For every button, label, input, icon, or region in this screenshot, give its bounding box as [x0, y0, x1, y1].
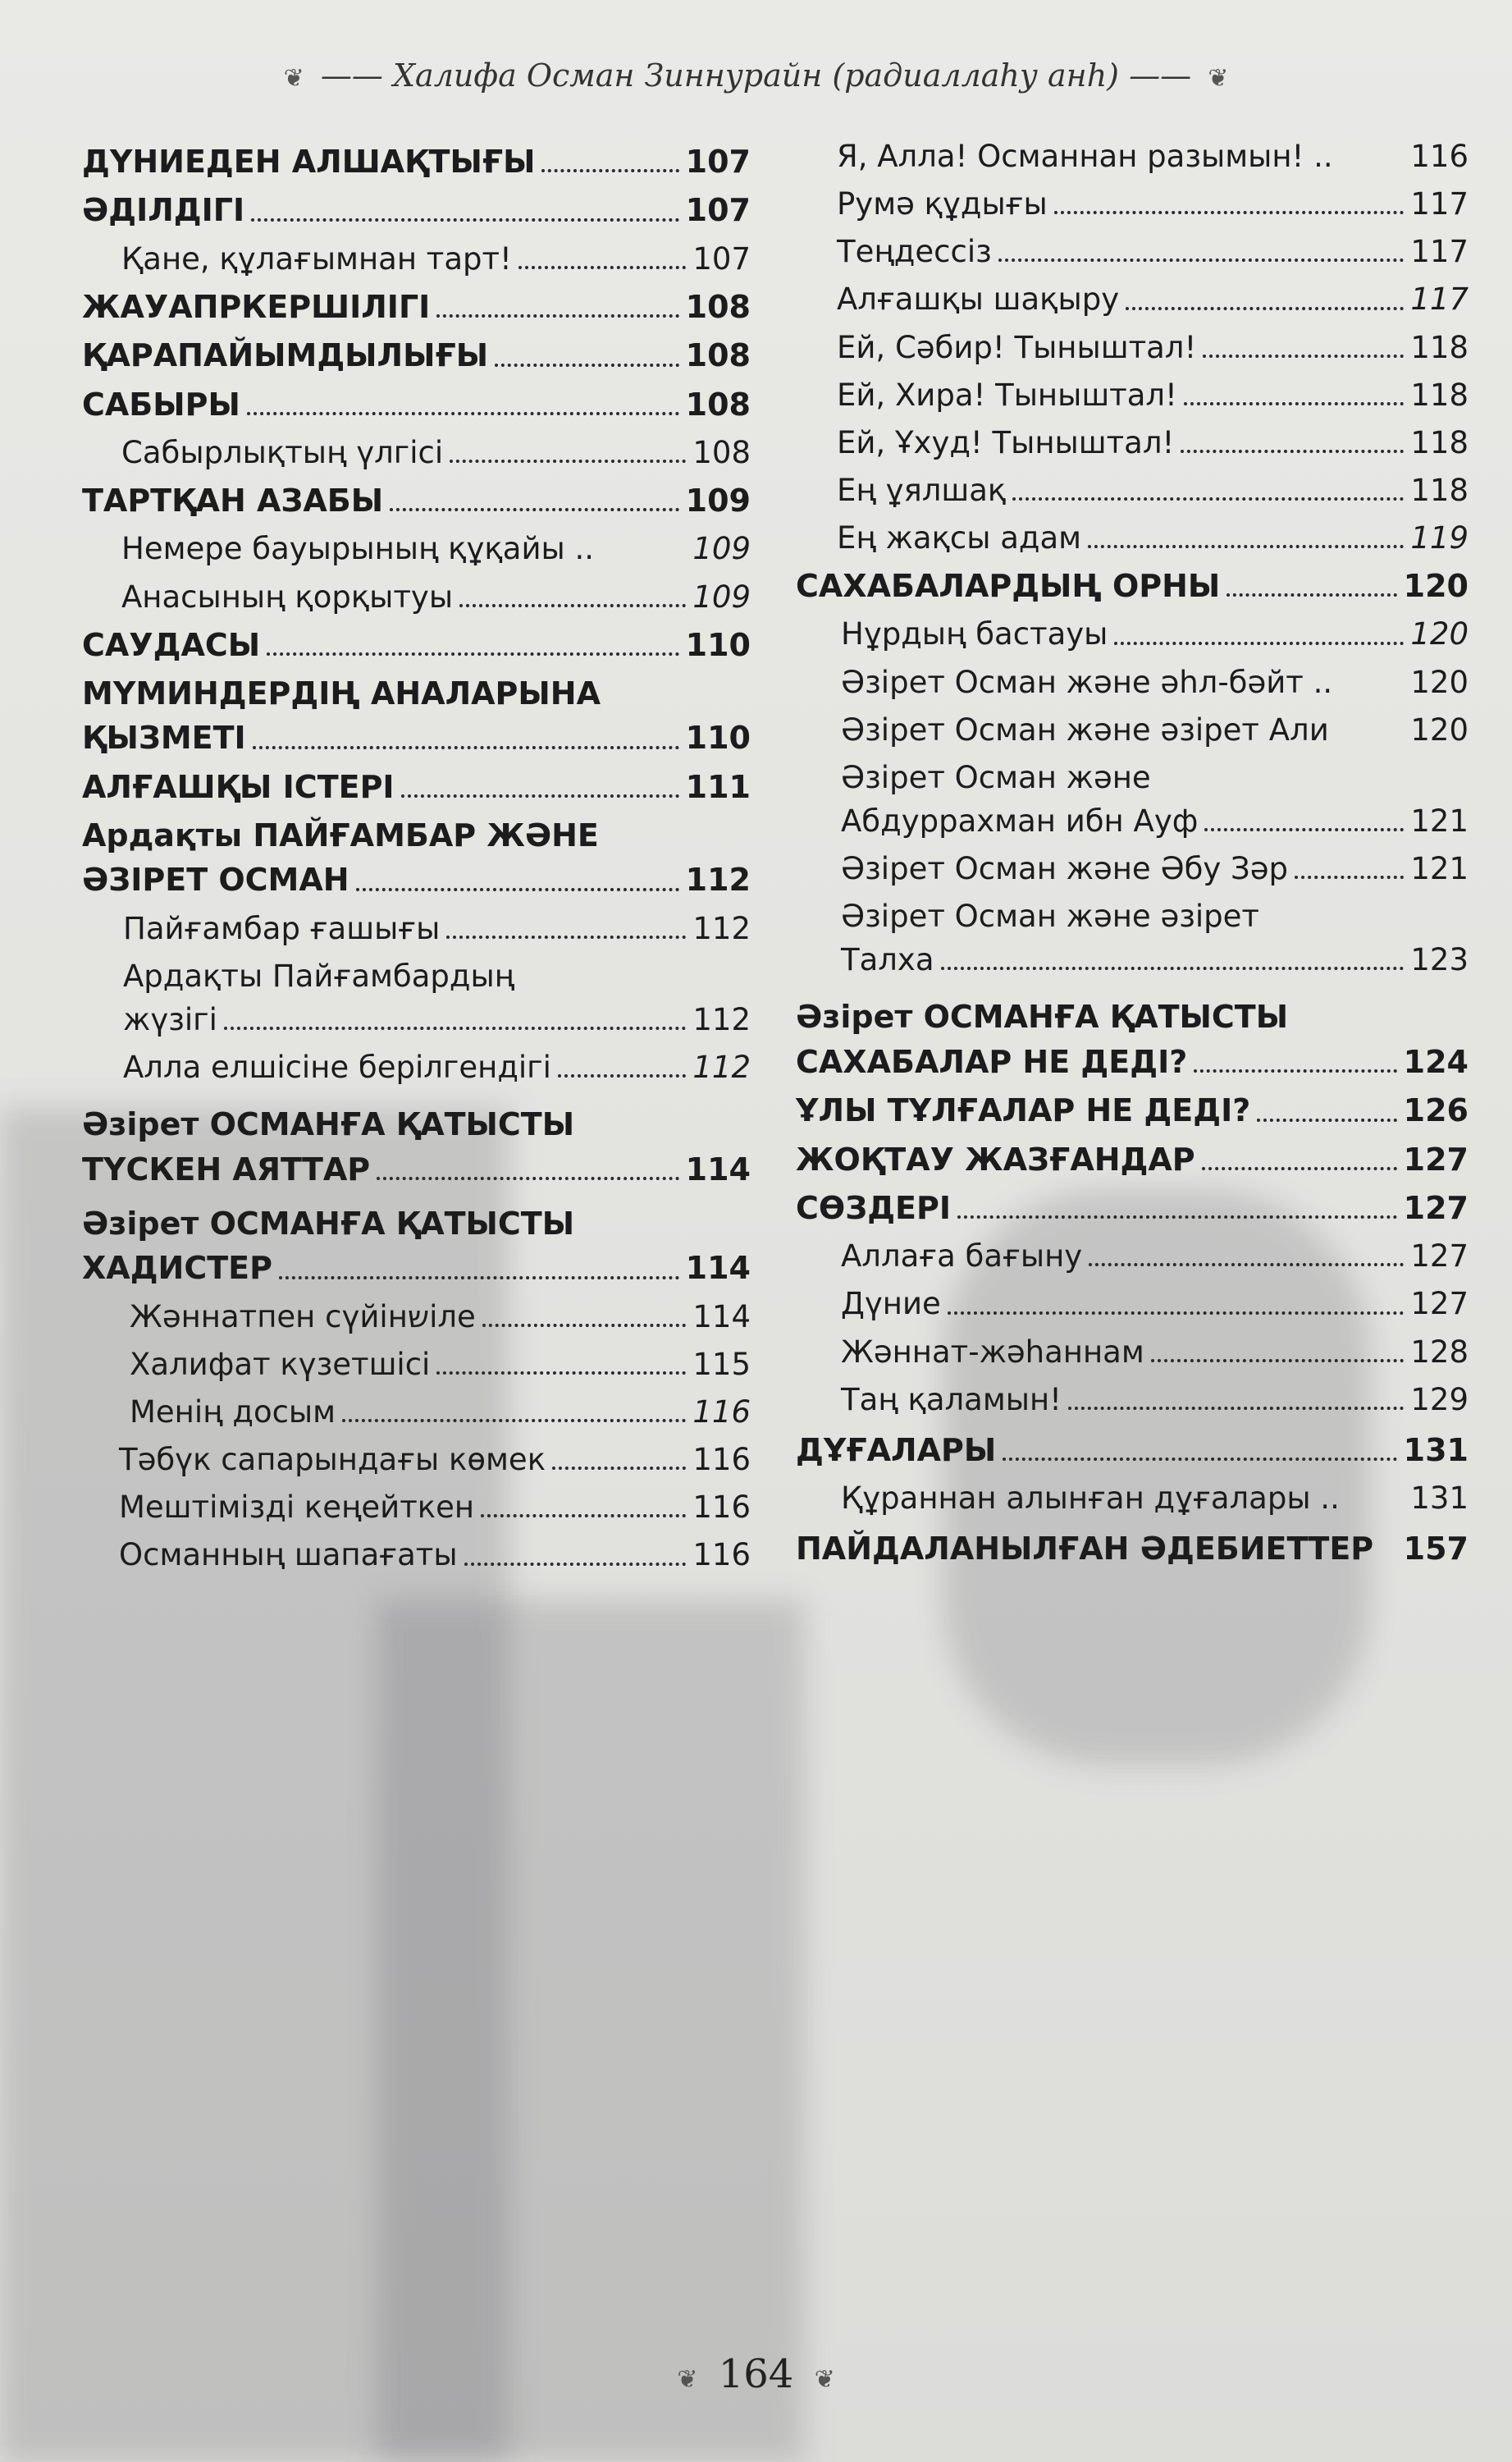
toc-entry-title: Румә құдығы	[837, 186, 1048, 222]
toc-subentry	[82, 1393, 751, 1430]
toc-entry-title: Ей, Сәбир! Тыныштал!	[837, 329, 1197, 365]
toc-entry-page: 115	[692, 1346, 751, 1382]
toc-right-column	[796, 138, 1469, 1579]
toc-entry-lead: МҮМИНДЕРДІҢ АНАЛАРЫНА	[82, 675, 601, 712]
leader-dots	[941, 967, 1405, 970]
toc-entry-title: ДҰҒАЛАРЫ	[796, 1431, 997, 1468]
toc-subentry	[796, 850, 1469, 887]
toc-entry	[796, 567, 1469, 605]
toc-subentry	[796, 712, 1469, 748]
toc-entry-title: САХАБАЛАР НЕ ДЕДІ?	[796, 1043, 1188, 1080]
toc-entry-title: Теңдессіз	[837, 234, 992, 270]
leader-dots	[1151, 1359, 1405, 1362]
leader-dots	[482, 1324, 687, 1327]
toc-entry	[82, 626, 751, 664]
toc-entry-page: 108	[692, 434, 751, 470]
toc-entry-page: 114	[692, 1298, 751, 1334]
toc-entry-page: 120	[1410, 616, 1469, 652]
leader-dots	[948, 1311, 1405, 1315]
toc-entry-page: 121	[1410, 851, 1469, 887]
toc-entry-title: Ең жақсы адам	[837, 520, 1082, 556]
leader-dots	[1202, 1167, 1397, 1170]
toc-entry-page: 120	[1410, 664, 1469, 700]
toc-entry-page: 123	[1410, 942, 1469, 978]
toc-subentry	[82, 530, 751, 567]
toc-subentry	[82, 1536, 751, 1573]
ornament-icon: ❦	[1208, 64, 1229, 93]
toc-entry-title: Дүние	[841, 1286, 941, 1322]
toc-subentry	[796, 185, 1469, 222]
toc-entry-title: ҰЛЫ ТҰЛҒАЛАР НЕ ДЕДІ?	[796, 1092, 1251, 1129]
toc-entry-page: 111	[685, 768, 751, 805]
toc-entry-page: 112	[692, 1002, 751, 1038]
toc-entry-page: 157	[1403, 1531, 1469, 1567]
toc-subentry	[796, 519, 1469, 556]
leader-dots	[518, 266, 687, 269]
leader-dots	[1257, 1119, 1396, 1122]
toc-entry-page: 108	[685, 386, 751, 423]
leader-dots	[552, 1467, 686, 1470]
toc-entry-page: 131	[1403, 1431, 1469, 1468]
leader-dots	[251, 218, 679, 222]
toc-entry-page: 112	[685, 862, 751, 899]
toc-subentry	[796, 377, 1469, 414]
toc-entry-page: 124	[1403, 1043, 1469, 1080]
toc-subentry	[82, 1049, 751, 1086]
toc-entry-title: Анасының қорқытуы	[121, 579, 454, 615]
leader-dots	[436, 1371, 686, 1375]
leader-dots	[1088, 545, 1404, 548]
hand-shadow-2	[377, 1600, 804, 2462]
toc-entry-page: 107	[685, 192, 751, 229]
toc-entry-title: Жәннатпен сүйінשіле	[130, 1298, 476, 1334]
toc-entry-title: Мештімізді кеңейткен	[119, 1490, 475, 1526]
leader-dots	[558, 1074, 686, 1078]
toc-entry-title: Тәбүк сапарындағы көмек	[119, 1442, 546, 1478]
leader-dots	[356, 888, 679, 891]
toc-subentry	[82, 1441, 751, 1478]
toc-entry	[82, 191, 751, 229]
toc-entry-page: 110	[685, 720, 751, 757]
toc-entry-title: ҚАРАПАЙЫМДЫЛЫҒЫ	[82, 337, 489, 374]
leader-dots	[224, 1027, 686, 1030]
toc-entry	[82, 482, 751, 519]
toc-subentry	[796, 664, 1469, 701]
toc-entry-title: Әзірет Осман және әзірет Али	[841, 712, 1329, 748]
toc-entry-page: 119	[1410, 520, 1469, 556]
toc-entry	[796, 1431, 1469, 1469]
leader-dots	[267, 652, 679, 656]
toc-entry	[82, 768, 751, 806]
toc-entry-lead: Әзірет ОСМАНҒА ҚАТЫСТЫ	[82, 1106, 575, 1143]
toc-entry-page: 114	[685, 1250, 751, 1287]
toc-entry-page: 127	[1410, 1286, 1469, 1322]
toc-entry-title: Османның шапағаты	[119, 1537, 458, 1573]
toc-entry	[82, 143, 751, 181]
toc-entry-page: 127	[1410, 1238, 1469, 1274]
toc-subentry	[796, 424, 1469, 461]
ornament-icon: ❦	[677, 2365, 698, 2394]
page-number: 164	[718, 2351, 794, 2397]
running-head	[0, 57, 1512, 94]
leader-dots	[1068, 1407, 1404, 1410]
leader-dots	[481, 1514, 686, 1517]
leader-dots	[247, 412, 679, 415]
toc-entry-title: Халифат күзетшісі	[130, 1346, 431, 1382]
toc-entry-lead: Әзірет Осман және	[841, 759, 1151, 795]
toc-entry-page: 117	[1410, 281, 1469, 318]
toc-subentry	[82, 910, 751, 947]
toc-entry-title: Ей, Хира! Тыныштал!	[837, 377, 1177, 413]
leader-dots	[436, 314, 678, 318]
leader-dots	[495, 364, 679, 367]
toc-entry	[82, 861, 751, 899]
toc-entry-page: 108	[685, 337, 751, 374]
toc-entry-title: Нұрдың бастауы	[841, 616, 1108, 652]
toc-entry-title: АЛҒАШҚЫ ІСТЕРІ	[82, 768, 395, 805]
toc-entry-title: Әзірет Осман және Әбу Зәр	[841, 851, 1289, 887]
toc-entry-title: Әзірет Осман және әһл-бәйт ..	[841, 664, 1333, 700]
toc-entry-page: 116	[692, 1537, 751, 1573]
toc-subentry	[796, 803, 1469, 840]
toc-entry-lead: Әзірет ОСМАНҒА ҚАТЫСТЫ	[796, 999, 1289, 1036]
leader-dots	[459, 604, 686, 607]
toc-entry-page: 118	[1410, 424, 1469, 460]
toc-subentry	[82, 434, 751, 471]
toc-subentry	[82, 1298, 751, 1335]
toc-entry-page: 127	[1403, 1189, 1469, 1226]
toc-entry-title: Алла елшісіне берілгендігі	[123, 1050, 551, 1086]
toc-subentry	[796, 472, 1469, 509]
toc-subentry	[796, 1334, 1469, 1371]
toc-entry-title: ӘЗІРЕТ ОСМАН	[82, 862, 349, 899]
leader-dots	[1295, 876, 1404, 879]
toc-entry-lead: Ардақты ПАЙҒАМБАР ЖӘНЕ	[82, 817, 599, 854]
toc-entry-page: 120	[1403, 568, 1469, 605]
toc-entry-lead: Ардақты Пайғамбардың	[123, 958, 515, 994]
toc-entry-title: Талха	[841, 942, 934, 978]
toc-entry-page: 107	[692, 240, 751, 277]
toc-entry-title: ӘДІЛДІГІ	[82, 192, 245, 229]
leader-dots	[1227, 593, 1396, 597]
toc-entry-page: 117	[1410, 186, 1469, 222]
toc-entry-title: СӨЗДЕРІ	[796, 1189, 951, 1226]
page-footer	[0, 2351, 1512, 2397]
toc-entry-title: Сабырлықтың үлгісі	[121, 434, 444, 470]
leader-dots	[1126, 307, 1404, 310]
leader-dots	[1203, 355, 1404, 358]
toc-entry-title: ХАДИСТЕР	[82, 1250, 272, 1287]
toc-entry-title: Аллаға бағыну	[841, 1238, 1083, 1274]
toc-entry-title: ДҮНИЕДЕН АЛШАҚТЫҒЫ	[82, 144, 536, 180]
toc-entry-page: 116	[692, 1394, 751, 1430]
leader-dots	[1114, 642, 1404, 645]
toc-entry-page: 109	[685, 483, 751, 519]
leader-dots	[957, 1215, 1397, 1219]
toc-entry-title: Ең ұялшақ	[837, 472, 1007, 508]
toc-subentry	[796, 941, 1469, 978]
toc-subentry	[82, 1001, 751, 1038]
toc-entry-title: ҚЫЗМЕТІ	[82, 720, 246, 757]
toc-entry	[82, 1249, 751, 1287]
toc-entry-page: 116	[692, 1490, 751, 1526]
ornament-icon: ❦	[814, 2365, 835, 2394]
toc-entry-page: 131	[1410, 1480, 1469, 1517]
toc-subentry	[796, 1381, 1469, 1418]
toc-entry-title: ПАЙДАЛАНЫЛҒАН ӘДЕБИЕТТЕР	[796, 1531, 1374, 1567]
toc-entry	[796, 1530, 1469, 1567]
toc-entry-page: 109	[692, 579, 751, 615]
toc-subentry	[796, 1285, 1469, 1322]
toc-entry	[82, 1151, 751, 1188]
toc-entry-title: Таң қаламын!	[841, 1381, 1062, 1417]
toc-entry-page: 116	[692, 1442, 751, 1478]
leader-dots	[253, 746, 679, 749]
toc-entry-title: Немере бауырының құқайы ..	[121, 531, 594, 567]
leader-dots	[342, 1419, 686, 1422]
toc-entry-title: Алғашқы шақыру	[837, 281, 1120, 318]
toc-entry-title: ЖОҚТАУ ЖАЗҒАНДАР	[796, 1141, 1195, 1178]
leader-dots	[1089, 1263, 1404, 1266]
toc-subentry	[796, 1238, 1469, 1274]
toc-entry	[82, 719, 751, 757]
toc-entry	[82, 386, 751, 423]
toc-entry-page: 114	[685, 1151, 751, 1188]
leader-dots	[446, 936, 686, 939]
toc-entry-title: ТҮСКЕН АЯТТАР	[82, 1151, 371, 1188]
toc-entry-page: 107	[685, 144, 751, 180]
toc-entry-title: САБЫРЫ	[82, 386, 240, 423]
toc-entry-page: 126	[1403, 1092, 1469, 1129]
running-head-text: —— Халифа Осман Зиннурайн (радиаллаһу анһ) ——	[320, 57, 1192, 94]
toc-entry-page: 110	[685, 626, 751, 663]
toc-entry-lead: Әзірет ОСМАНҒА ҚАТЫСТЫ	[82, 1206, 575, 1242]
toc-entry-page: 127	[1403, 1141, 1469, 1178]
leader-dots	[464, 1563, 687, 1566]
toc-entry-title: САХАБАЛАРДЫҢ ОРНЫ	[796, 568, 1221, 605]
toc-entry-title: Құраннан алынған дұғалары ..	[841, 1480, 1340, 1517]
toc-subentry	[82, 579, 751, 616]
toc-entry-title: Я, Алла! Османнан разымын! ..	[837, 139, 1333, 174]
toc-entry	[796, 1043, 1469, 1081]
toc-entry-page: 121	[1410, 803, 1469, 839]
leader-dots	[1204, 828, 1404, 831]
toc-entry-page: 118	[1410, 329, 1469, 365]
toc-entry-title: САУДАСЫ	[82, 626, 261, 663]
toc-entry-page: 118	[1410, 377, 1469, 413]
toc-entry	[82, 288, 751, 326]
toc-left-column	[82, 138, 751, 1585]
leader-dots	[1184, 402, 1404, 405]
toc-entry-page: 129	[1410, 1381, 1469, 1417]
toc-entry-title: Менің досым	[130, 1394, 336, 1430]
toc-entry-page: 112	[692, 1050, 751, 1086]
toc-entry-lead: Әзірет Осман және әзірет	[841, 899, 1259, 935]
leader-dots	[377, 1177, 679, 1180]
toc-entry-page: 120	[1410, 712, 1469, 748]
toc-entry-title: Абдуррахман ибн Ауф	[841, 803, 1199, 839]
toc-entry-title: ЖАУАПРКЕРШІЛІГІ	[82, 288, 431, 325]
leader-dots	[1054, 211, 1405, 214]
toc-subentry	[796, 1480, 1469, 1517]
toc-entry-title: Қане, құлағымнан тарт!	[121, 240, 512, 277]
leader-dots	[450, 460, 686, 463]
toc-entry-title: Пайғамбар ғашығы	[123, 910, 441, 946]
toc-subentry	[796, 329, 1469, 366]
leader-dots	[279, 1276, 679, 1279]
leader-dots	[1181, 450, 1404, 453]
toc-entry	[796, 1091, 1469, 1129]
leader-dots	[1012, 497, 1404, 501]
toc-subentry	[796, 616, 1469, 652]
toc-entry-title: Жәннат-жәһаннам	[841, 1334, 1144, 1370]
leader-dots	[998, 259, 1405, 262]
toc-entry-page: 108	[685, 288, 751, 325]
toc-subentry	[796, 233, 1469, 270]
leader-dots	[541, 169, 678, 172]
toc-entry-page: 118	[1410, 472, 1469, 508]
toc-entry-page: 117	[1410, 234, 1469, 270]
toc-entry-page: 109	[692, 531, 751, 567]
toc-subentry	[796, 138, 1469, 175]
toc-entry	[82, 336, 751, 374]
toc-entry	[796, 1141, 1469, 1178]
toc-subentry	[796, 281, 1469, 318]
toc-entry-page: 112	[692, 910, 751, 946]
leader-dots	[1003, 1458, 1396, 1461]
toc-subentry	[82, 1489, 751, 1526]
toc-subentry	[82, 240, 751, 277]
ornament-icon: ❦	[283, 64, 304, 93]
leader-dots	[401, 794, 679, 798]
toc-entry-page: 116	[1410, 139, 1469, 174]
toc-entry-page: 128	[1410, 1334, 1469, 1370]
leader-dots	[390, 508, 679, 511]
leader-dots	[1194, 1069, 1396, 1073]
toc-entry	[796, 1189, 1469, 1227]
toc-subentry	[82, 1346, 751, 1383]
toc-entry-title: Ей, Ұхуд! Тыныштал!	[837, 424, 1175, 460]
toc-entry-title: жүзігі	[123, 1002, 217, 1038]
toc-entry-title: ТАРТҚАН АЗАБЫ	[82, 483, 384, 519]
